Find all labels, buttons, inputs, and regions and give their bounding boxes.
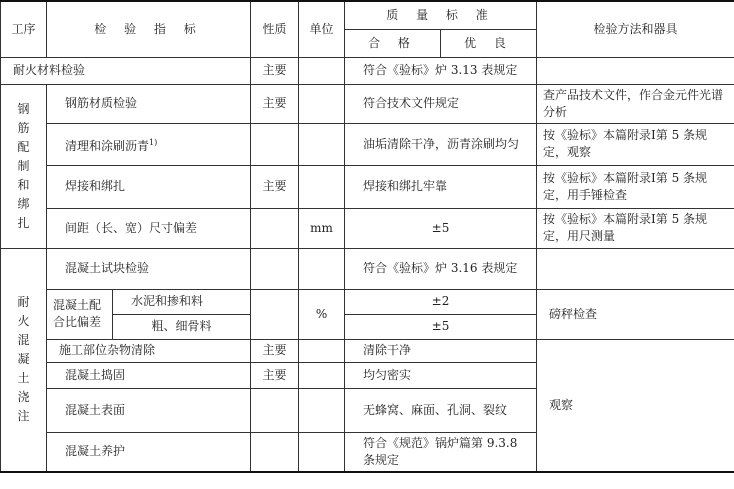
concrete-nature: 主要 [251,362,299,388]
concrete-unit [299,388,345,432]
header-method: 检验方法和器具 [537,1,734,57]
concrete-test-block-nature [251,248,299,289]
material-method [537,57,734,84]
concrete-indicator: 混凝土捣固 [47,362,251,388]
mix-ratio-standard: ±5 [345,314,537,339]
rebar-indicator: 焊接和绑扎 [47,165,251,208]
concrete-standard: 均匀密实 [345,362,537,388]
rebar-method: 按《验标》本篇附录Ⅰ第 5 条规定，观察 [537,123,734,165]
footnote-marker: 1) [149,137,158,147]
mix-ratio-label: 混凝土配合比偏差 [47,289,113,339]
rebar-method: 查产品技术文件，作合金元件光谱分析 [537,84,734,123]
concrete-observe-method: 观察 [537,339,734,472]
rebar-indicator: 钢筋材质检验 [47,84,251,123]
rebar-unit [299,165,345,208]
rebar-indicator: 间距（长、宽）尺寸偏差 [47,208,251,248]
concrete-nature [251,432,299,472]
concrete-test-block-indicator: 混凝土试块检验 [47,248,251,289]
concrete-test-block-standard: 符合《验标》炉 3.16 表规定 [345,248,537,289]
rebar-nature: 主要 [251,165,299,208]
group-label-concrete: 耐火混凝土浇注 [1,248,47,472]
rebar-standard: ±5 [345,208,537,248]
mix-ratio-unit: % [299,289,345,339]
group-label-rebar: 钢筋配制和绑扎 [1,84,47,248]
header-qualified: 合 格 [345,29,441,57]
rebar-method: 按《验标》本篇附录Ⅰ第 5 条规定，用尺测量 [537,208,734,248]
concrete-unit [299,339,345,362]
material-unit [299,57,345,84]
rebar-standard: 焊接和绑扎牢靠 [345,165,537,208]
concrete-standard: 符合《规范》锅炉篇第 9.3.8 条规定 [345,432,537,472]
rebar-standard: 符合技术文件规定 [345,84,537,123]
mix-ratio-method: 磅秤检查 [537,289,734,339]
header-process: 工序 [1,1,47,57]
mix-ratio-item: 水泥和掺和料 [113,289,251,314]
header-quality-standard: 质 量 标 准 [345,1,537,29]
rebar-unit [299,123,345,165]
concrete-nature: 主要 [251,339,299,362]
concrete-test-block-method [537,248,734,289]
mix-ratio-nature [251,289,299,339]
concrete-standard: 无蜂窝、麻面、孔洞、裂纹 [345,388,537,432]
concrete-unit [299,432,345,472]
concrete-indicator: 混凝土养护 [47,432,251,472]
concrete-standard: 清除干净 [345,339,537,362]
material-standard: 符合《验标》炉 3.13 表规定 [345,57,537,84]
header-indicator: 检 验 指 标 [47,1,251,57]
mix-ratio-item: 粗、细骨料 [113,314,251,339]
concrete-unit [299,362,345,388]
header-excellent: 优 良 [441,29,537,57]
material-indicator: 耐火材料检验 [1,57,251,84]
rebar-nature [251,208,299,248]
rebar-unit: mm [299,208,345,248]
concrete-test-block-unit [299,248,345,289]
concrete-nature [251,388,299,432]
header-unit: 单位 [299,1,345,57]
material-nature: 主要 [251,57,299,84]
header-nature: 性质 [251,1,299,57]
rebar-standard: 油垢清除干净，沥青涂刷均匀 [345,123,537,165]
rebar-indicator: 清理和涂刷沥青$^{1)}$ [47,123,251,165]
rebar-unit [299,84,345,123]
concrete-indicator: 混凝土表面 [47,388,251,432]
mix-ratio-standard: ±2 [345,289,537,314]
rebar-nature: 主要 [251,84,299,123]
concrete-indicator: 施工部位杂物清除 [47,339,251,362]
rebar-method: 按《验标》本篇附录Ⅰ第 5 条规定，用手锤检查 [537,165,734,208]
rebar-nature [251,123,299,165]
